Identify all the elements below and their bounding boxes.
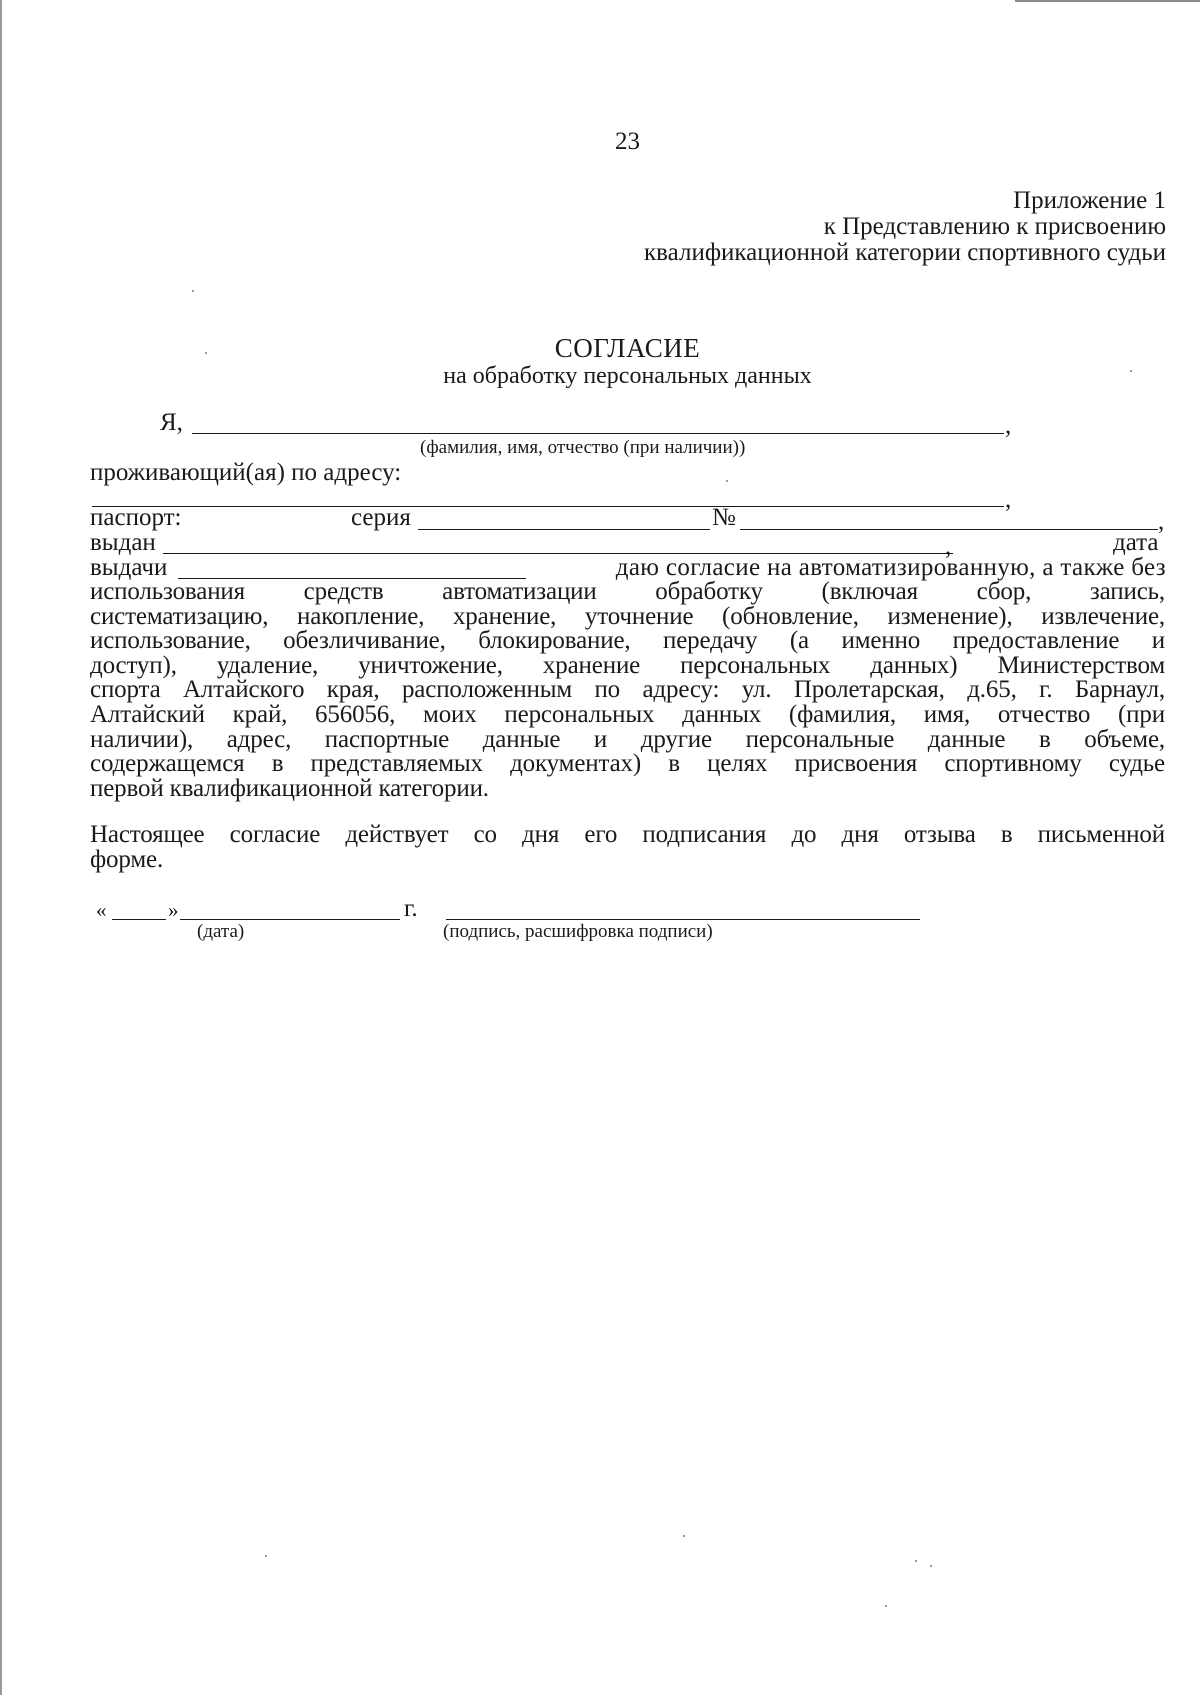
appendix-line-1: Приложение 1: [1013, 187, 1166, 214]
signature-caption: (подпись, расшифровка подписи): [443, 921, 713, 942]
quote-close: »: [168, 898, 179, 922]
scan-speck: [1130, 370, 1132, 372]
comma-3: ,: [1158, 508, 1165, 535]
i-label: Я,: [160, 409, 183, 436]
date-label: дата: [1113, 529, 1159, 556]
body-line: использования средств автоматизации обработку (включая сбор, запись,: [90, 578, 1165, 605]
scan-speck: [930, 1565, 932, 1567]
validity-paragraph: [90, 823, 1165, 872]
number-label: №: [712, 504, 736, 531]
body-line: содержащемся в представляемых документах) в целях присвоения спортивному судье: [90, 750, 1165, 778]
appendix-line-2: к Представлению к присвоению: [823, 213, 1166, 240]
address-label: проживающий(ая) по адресу:: [90, 459, 402, 486]
day-field[interactable]: [112, 919, 166, 920]
quote-open: «: [96, 898, 107, 922]
address-field[interactable]: [92, 506, 1004, 507]
body-line: наличии), адрес, паспортные данные и другие персональные данные в объеме,: [90, 725, 1165, 753]
month-year-field[interactable]: [180, 919, 400, 920]
scan-speck: [726, 480, 728, 482]
date-caption: (дата): [197, 921, 245, 942]
body-line: систематизацию, накопление, хранение, уточнение (обновление, изменение), извлечение,: [90, 602, 1165, 630]
issued-label: выдан: [90, 529, 156, 556]
comma-1: ,: [1005, 412, 1012, 439]
document-subtitle: на обработку персональных данных: [443, 363, 812, 389]
title-block: [0, 333, 1200, 389]
scan-speck: [885, 1605, 887, 1607]
page-number: 23: [615, 128, 640, 155]
scan-speck: [192, 290, 194, 292]
body-line: Алтайский край, 656056, моих персональных данных (фамилия, имя, отчество (при: [90, 700, 1165, 728]
year-suffix: г.: [404, 895, 418, 922]
scan-speck: [265, 1555, 267, 1557]
number-field[interactable]: [740, 529, 1158, 530]
body-line: использование, обезличивание, блокирование, передачу (а именно предоставление и: [90, 627, 1165, 655]
series-field[interactable]: [418, 529, 710, 530]
appendix-header: [644, 188, 1166, 266]
scan-edge-left: [0, 0, 2, 1695]
consent-body: [90, 580, 1165, 801]
document-title: СОГЛАСИЕ: [554, 333, 701, 363]
body-line: доступ), удаление, уничтожение, хранение персональных данных) Министерством: [90, 651, 1165, 679]
fio-caption: (фамилия, имя, отчество (при наличии)): [420, 437, 746, 458]
body-line: первой квалификационной категории.: [90, 774, 489, 802]
fio-field[interactable]: [192, 433, 1004, 434]
body-line: спорта Алтайского края, расположенным по адресу: ул. Пролетарская, д.65, г. Барнаул,: [90, 676, 1165, 704]
scan-edge-top: [1015, 0, 1200, 2]
scan-speck: [205, 352, 207, 354]
signature-field[interactable]: [446, 919, 920, 920]
comma-2: ,: [1005, 486, 1012, 513]
comma-4: ,: [945, 533, 952, 560]
scan-speck: [683, 1535, 685, 1537]
appendix-line-3: квалификационной категории спортивного судьи: [644, 239, 1166, 266]
scan-speck: [915, 1560, 917, 1562]
validity-line: Настоящее согласие действует со дня его подписания до дня отзыва в письменной: [90, 821, 1165, 848]
consent-start: даю согласие на автоматизированную, а также без: [615, 554, 1166, 581]
issue-label: выдачи: [90, 554, 168, 581]
validity-line: форме.: [90, 845, 164, 873]
passport-label: паспорт:: [90, 504, 182, 531]
series-label: серия: [351, 504, 411, 531]
